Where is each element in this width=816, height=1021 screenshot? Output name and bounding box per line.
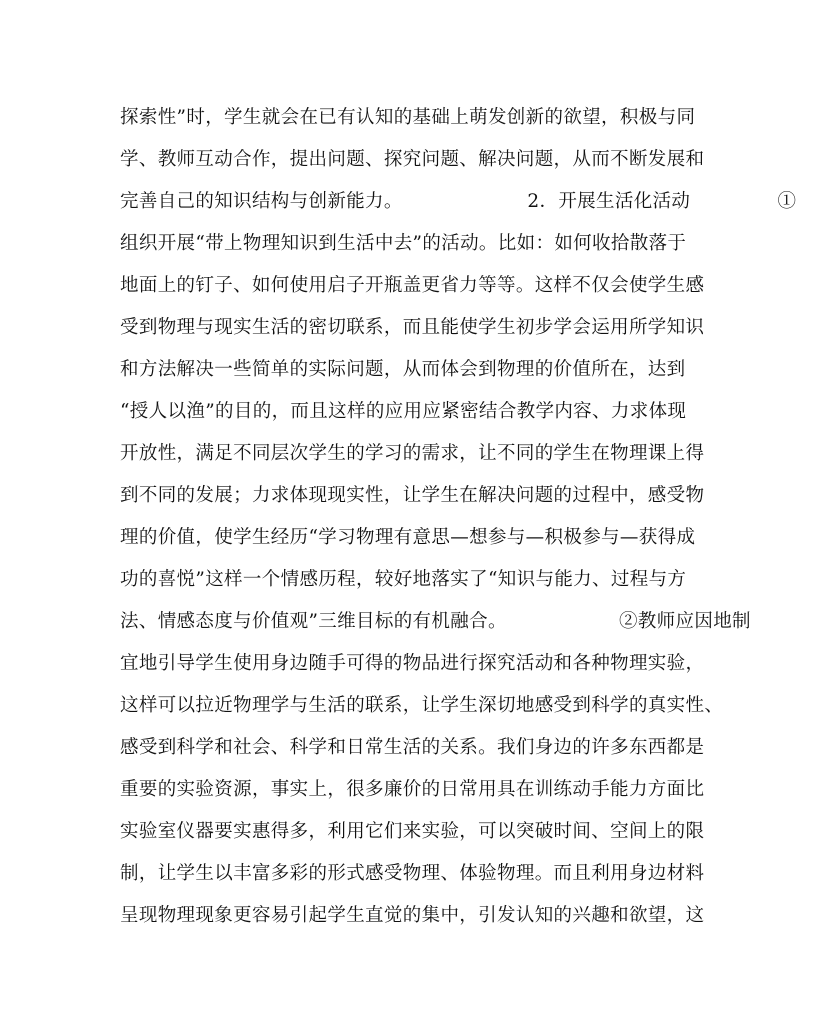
text-line: 学、教师互动合作，提出问题、探究问题、解决问题，从而不断发展和 bbox=[120, 149, 705, 170]
text-line: 地面上的钉子、如何使用启子开瓶盖更省力等等。这样不仅会使学生感 bbox=[120, 275, 705, 296]
text-line: 受到物理与现实生活的密切联系，而且能使学生初步学会运用所学知识 bbox=[120, 317, 705, 338]
text-line: 实验室仪器要实惠得多，利用它们来实验，可以突破时间、空间上的限 bbox=[120, 821, 705, 842]
text-line: 法、情感态度与价值观”三维目标的有机融合。 ②教师应因地制 bbox=[120, 611, 751, 632]
text-line: 理的价值，使学生经历“学习物理有意思—想参与—积极参与—获得成 bbox=[120, 527, 696, 548]
text-line: 重要的实验资源，事实上，很多廉价的日常用具在训练动手能力方面比 bbox=[120, 779, 705, 800]
text-line: 到不同的发展；力求体现现实性，让学生在解决问题的过程中，感受物 bbox=[120, 485, 705, 506]
text-line: 组织开展“带上物理知识到生活中去”的活动。比如：如何收拾散落于 bbox=[120, 233, 687, 254]
text-line: “授人以渔”的目的，而且这样的应用应紧密结合教学内容、力求体现 bbox=[120, 401, 687, 422]
text-line: 感受到科学和社会、科学和日常生活的关系。我们身边的许多东西都是 bbox=[120, 737, 705, 758]
text-line: 呈现物理现象更容易引起学生直觉的集中，引发认知的兴趣和欲望，这 bbox=[120, 905, 705, 926]
text-line: 开放性，满足不同层次学生的学习的需求，让不同的学生在物理课上得 bbox=[120, 443, 705, 464]
text-line: 制，让学生以丰富多彩的形式感受物理、体验物理。而且利用身边材料 bbox=[120, 863, 705, 884]
text-line: 这样可以拉近物理学与生活的联系，让学生深切地感受到科学的真实性、 bbox=[120, 695, 724, 716]
text-line: 功的喜悦”这样一个情感历程，较好地落实了“知识与能力、过程与方 bbox=[120, 569, 687, 590]
text-line: 宜地引导学生使用身边随手可得的物品进行探究活动和各种物理实验， bbox=[120, 653, 705, 674]
text-line: 完善自己的知识结构与创新能力。 2．开展生活化活动 ① bbox=[120, 191, 797, 212]
text-line: 和方法解决一些简单的实际问题，从而体会到物理的价值所在，达到 bbox=[120, 359, 686, 380]
text-line: 探索性”时，学生就会在已有认知的基础上萌发创新的欲望，积极与同 bbox=[120, 107, 696, 128]
